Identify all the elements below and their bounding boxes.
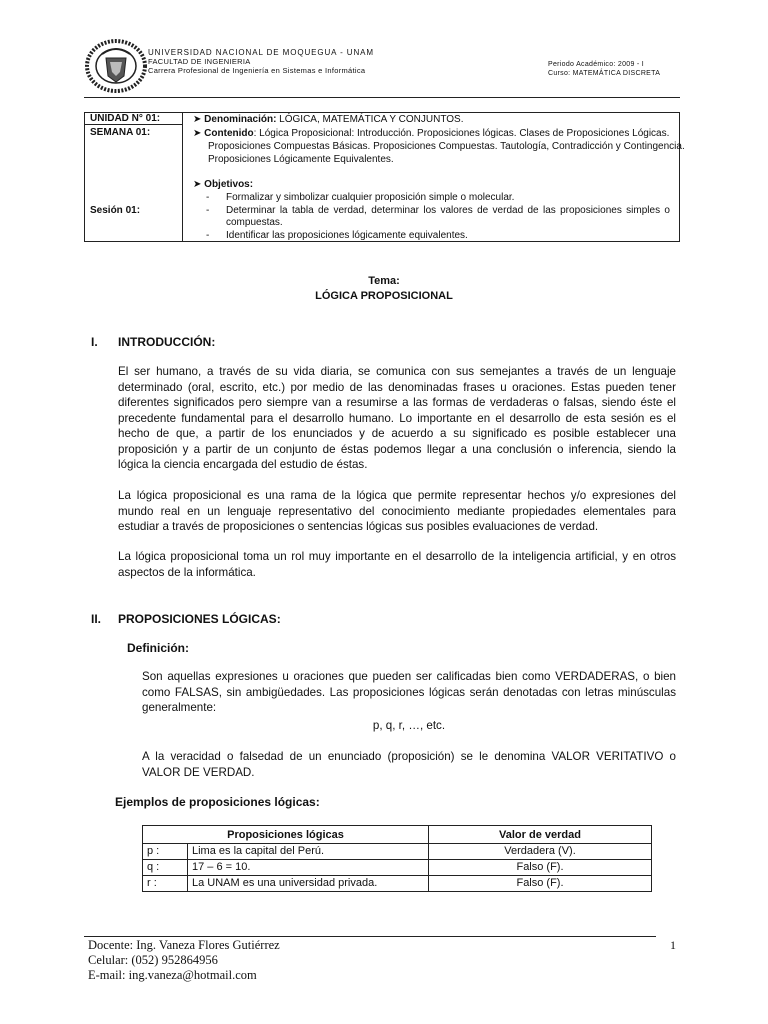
proposition-letters: p, q, r, …, etc. [372, 719, 446, 732]
section-1-number: I. [91, 335, 98, 349]
text-line: A la veracidad o falsedad de un enunciado (proposición) se le denomina VALOR VERITATIVO o [142, 750, 676, 763]
header-truth-value: Valor de verdad [429, 826, 652, 844]
dash-bullet: - [206, 205, 210, 216]
row-value: Falso (F). [429, 876, 652, 892]
text-line: aspectos de la informática. [118, 565, 256, 579]
table-row [143, 860, 652, 876]
text-line: diferentes significados pero siempre van a resumirse a las formas de verdaderas o falsas, siendo éste el [118, 396, 676, 409]
contenido-label: Contenido [204, 128, 254, 139]
header-course-info [548, 60, 660, 78]
text-line: generalmente: [142, 701, 217, 714]
unit-label: UNIDAD N° 01: [90, 113, 161, 124]
header-propositions: Proposiciones lógicas [143, 826, 429, 844]
denominacion-value: LÓGICA, MATEMÁTICA Y CONJUNTOS. [276, 114, 464, 125]
university-name: UNIVERSIDAD NACIONAL DE MOQUEGUA - UNAM [148, 48, 374, 57]
contenido-text-1: : Lógica Proposicional: Introducción. Proposiciones lógicas. Clases de Proposiciones Lógicas. [253, 128, 670, 139]
objetivo-3: Identificar las proposiciones lógicamente equivalentes. [226, 230, 468, 241]
footer-contact [88, 938, 280, 983]
dash-bullet: - [206, 192, 210, 203]
section-2-title: PROPOSICIONES LÓGICAS: [118, 612, 281, 626]
header-divider [84, 97, 680, 98]
examples-title: Ejemplos de proposiciones lógicas: [115, 795, 320, 809]
section-2-number: II. [91, 612, 102, 626]
denominacion-label: Denominación: [204, 114, 277, 125]
text-line: determinado (oral, escrito, etc.) por medio de las denominadas frases u oraciones. Estas pueden tener [118, 380, 676, 394]
objetivo-2a: Determinar la tabla de verdad, determinar los valores de verdad de las proposiciones simples o [226, 205, 670, 216]
propositions-table [142, 825, 652, 892]
academic-period: Periodo Académico: 2009 - I [548, 61, 645, 68]
row-letter: p : [143, 844, 188, 860]
intro-paragraph-3 [118, 549, 676, 580]
dash-bullet: - [206, 230, 210, 241]
unit-label-underline [84, 124, 182, 125]
career-name: Carrera Profesional de Ingeniería en Sistemas e Informática [148, 66, 366, 75]
text-line: mundo real en un lenguaje representativo del conocimiento mediante propiedades elementales para [118, 504, 676, 518]
table-row [143, 876, 652, 892]
text-line: VALOR DE VERDAD. [142, 765, 255, 779]
text-line: estudiar a través de proposiciones o sentencias lógicas sus posibles evaluaciones de verdad. [118, 520, 599, 533]
objetivo-2b: compuestas. [226, 217, 283, 228]
text-line: proposición y a partir de un conjunto de éstas podemos llegar a una conclusión o inferencia, siendo la [118, 442, 676, 456]
page-number: 1 [670, 938, 676, 952]
denominacion-line [193, 113, 463, 126]
objetivos-line [193, 178, 253, 191]
contenido-line [193, 127, 669, 140]
row-proposition: 17 – 6 = 10. [188, 860, 429, 876]
row-proposition: La UNAM es una universidad privada. [188, 876, 429, 892]
objetivo-1: Formalizar y simbolizar cualquier proposición simple o molecular. [226, 192, 515, 203]
session-label: Sesión 01: [90, 205, 141, 216]
intro-paragraph-2 [118, 488, 676, 535]
contenido-text-3: Proposiciones Lógicamente Equivalentes. [208, 154, 394, 165]
table-header-row [143, 826, 652, 844]
unit-box-separator [182, 112, 183, 242]
row-letter: q : [143, 860, 188, 876]
faculty-name: FACULTAD DE INGENIERIA [148, 57, 251, 66]
text-line: El ser humano, a través de su vida diaria, se comunica con sus semejantes a través de un lenguaje [118, 365, 676, 378]
definition-paragraph-1 [142, 669, 676, 716]
course-name: Curso: MATEMÁTICA DISCRETA [548, 70, 661, 77]
arrow-bullet-icon: ➤ [193, 114, 202, 125]
table-row [143, 844, 652, 860]
row-value: Falso (F). [429, 860, 652, 876]
row-value: Verdadera (V). [429, 844, 652, 860]
text-line: lógica la ciencia encargada del estudio de éstas. [118, 458, 368, 471]
footer-divider [84, 936, 656, 937]
tema-title: LÓGICA PROPOSICIONAL [315, 290, 453, 302]
text-line: precedente fundamental para el desarrollo humano. Lo importante en el desarrollo de esta sesión es el [118, 411, 676, 425]
intro-paragraph-1 [118, 364, 676, 473]
footer-email: E-mail: ing.vaneza@hotmail.com [88, 968, 257, 982]
definition-paragraph-2 [142, 749, 676, 780]
text-line: Son aquellas expresiones u oraciones que pueden ser calificadas bien como VERDADERAS, o bien [142, 670, 676, 683]
definition-title: Definición: [127, 641, 189, 655]
header-institution [148, 48, 374, 75]
footer-teacher: Docente: Ing. Vaneza Flores Gutiérrez [88, 938, 280, 952]
text-line: La lógica proposicional es una rama de la lógica que permite representar hechos y/o expresiones del [118, 489, 676, 502]
arrow-bullet-icon: ➤ [193, 128, 202, 139]
contenido-text-2: Proposiciones Compuestas Básicas. Proposiciones Compuestas. Tautología, Contradicción y Contingencia. [208, 141, 685, 152]
arrow-bullet-icon: ➤ [193, 179, 202, 190]
text-line: como FALSAS, sin ambigüedades. Las proposiciones lógicas serán denotadas con letras minúsculas [142, 685, 676, 699]
text-line: hecho de que, a partir de los enunciados y de acuerdo a su significado es posible establecer una [118, 427, 676, 440]
week-label: SEMANA 01: [90, 127, 151, 138]
footer-phone: Celular: (052) 952864956 [88, 953, 218, 967]
university-seal-logo [84, 38, 148, 94]
section-1-title: INTRODUCCIÓN: [118, 335, 216, 349]
objetivos-label: Objetivos: [204, 179, 254, 190]
row-proposition: Lima es la capital del Perú. [188, 844, 429, 860]
row-letter: r : [143, 876, 188, 892]
tema-label: Tema: [368, 275, 400, 287]
text-line: La lógica proposicional toma un rol muy importante en el desarrollo de la inteligencia artificial, y en otros [118, 550, 676, 563]
